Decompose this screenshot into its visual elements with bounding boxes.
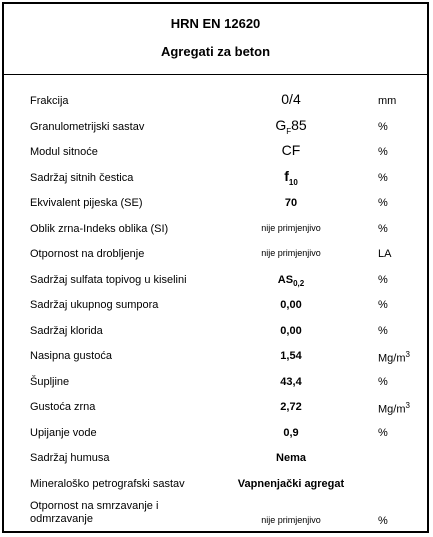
property-value: 0,00 xyxy=(280,324,302,337)
row-granulometrijski-sastav xyxy=(4,114,427,140)
property-label: Otpornost na drobljenje xyxy=(30,248,145,260)
property-unit: % xyxy=(378,273,388,286)
value-subscript: F xyxy=(286,126,292,136)
property-unit: % xyxy=(378,515,388,527)
spec-sheet-frame xyxy=(2,2,429,533)
row-otpornost-drobljenje xyxy=(4,241,427,267)
property-label: Upijanje vode xyxy=(30,426,97,439)
property-label: Mineraloško petrografski sastav xyxy=(30,477,185,490)
row-upijanje-vode xyxy=(4,420,427,446)
row-sitne-cestice xyxy=(4,165,427,191)
row-ukupni-sumpor xyxy=(4,292,427,318)
property-unit: % xyxy=(378,146,388,158)
property-unit: % xyxy=(378,299,388,311)
property-label: Nasipna gustoća xyxy=(30,350,112,362)
row-sulfati xyxy=(4,267,427,293)
property-value: nije primjenjivo xyxy=(261,515,321,525)
standard-code: HRN EN 12620 xyxy=(170,16,261,31)
row-supljine xyxy=(4,369,427,395)
unit-superscript: 3 xyxy=(405,350,410,359)
row-gustoca-zrna xyxy=(4,394,427,420)
property-label: Frakcija xyxy=(30,95,69,107)
property-label: Sadržaj klorida xyxy=(30,324,103,337)
row-mineralosko-petrografski xyxy=(4,471,427,497)
property-label: Granulometrijski sastav xyxy=(30,120,145,133)
property-value: 43,4 xyxy=(280,375,302,388)
row-modul-sitnoce xyxy=(4,139,427,165)
property-label: Gustoća zrna xyxy=(30,401,96,413)
row-frakcija xyxy=(4,88,427,114)
row-nasipna-gustoca xyxy=(4,343,427,369)
property-label: Sadržaj sulfata topivog u kiselini xyxy=(30,273,187,286)
property-unit xyxy=(378,350,410,365)
unit-main: Mg/m xyxy=(378,352,406,365)
property-value: 0,9 xyxy=(283,426,299,439)
property-value: CF xyxy=(281,142,301,158)
property-value: 1,54 xyxy=(280,350,302,362)
property-value xyxy=(226,168,356,187)
value-main: AS xyxy=(277,273,294,286)
property-value: Vapnenjački agregat xyxy=(237,477,345,490)
property-value: nije primjenjivo xyxy=(261,248,321,258)
property-unit: LA xyxy=(378,248,392,260)
value-subscript: 10 xyxy=(288,177,298,187)
row-oblik-zrna xyxy=(4,216,427,242)
property-value: 0,00 xyxy=(280,299,302,311)
property-unit: % xyxy=(378,197,388,209)
property-label: Sadržaj ukupnog sumpora xyxy=(30,299,159,311)
property-unit: % xyxy=(378,426,388,439)
property-label: Sadržaj sitnih čestica xyxy=(30,171,134,184)
property-unit: % xyxy=(378,375,388,388)
property-value xyxy=(226,274,356,288)
property-unit: % xyxy=(378,324,388,337)
row-humus xyxy=(4,445,427,471)
property-unit: mm xyxy=(378,95,397,107)
header xyxy=(4,4,427,75)
property-value: 2,72 xyxy=(280,401,302,413)
value-main: G xyxy=(275,116,287,133)
property-unit: % xyxy=(378,120,388,133)
property-label: Šupljine xyxy=(30,375,70,388)
sheet-title: Agregati za beton xyxy=(160,44,271,59)
property-label: Modul sitnoće xyxy=(30,146,98,158)
property-value: 0/4 xyxy=(281,91,301,107)
property-table xyxy=(4,88,427,536)
property-label: Oblik zrna-Indeks oblika (SI) xyxy=(30,222,169,235)
property-label: Otpornost na smrzavanje i odmrzavanje xyxy=(30,500,159,525)
value-main: f xyxy=(284,167,289,184)
property-unit: % xyxy=(378,222,388,235)
value-subscript: 0,2 xyxy=(293,278,305,288)
value-tail: 85 xyxy=(291,116,307,133)
property-unit xyxy=(378,401,410,416)
unit-superscript: 3 xyxy=(405,401,410,410)
row-smrzavanje xyxy=(4,496,427,536)
row-ekvivalent-pijeska xyxy=(4,190,427,216)
property-value: nije primjenjivo xyxy=(261,222,321,233)
row-kloridi xyxy=(4,318,427,344)
unit-main: Mg/m xyxy=(378,403,406,416)
property-value xyxy=(226,117,356,136)
property-label: Ekvivalent pijeska (SE) xyxy=(30,197,143,209)
property-label: Sadržaj humusa xyxy=(30,452,110,464)
property-value: Nema xyxy=(276,452,306,464)
property-unit: % xyxy=(378,171,388,184)
property-value: 70 xyxy=(284,197,298,209)
